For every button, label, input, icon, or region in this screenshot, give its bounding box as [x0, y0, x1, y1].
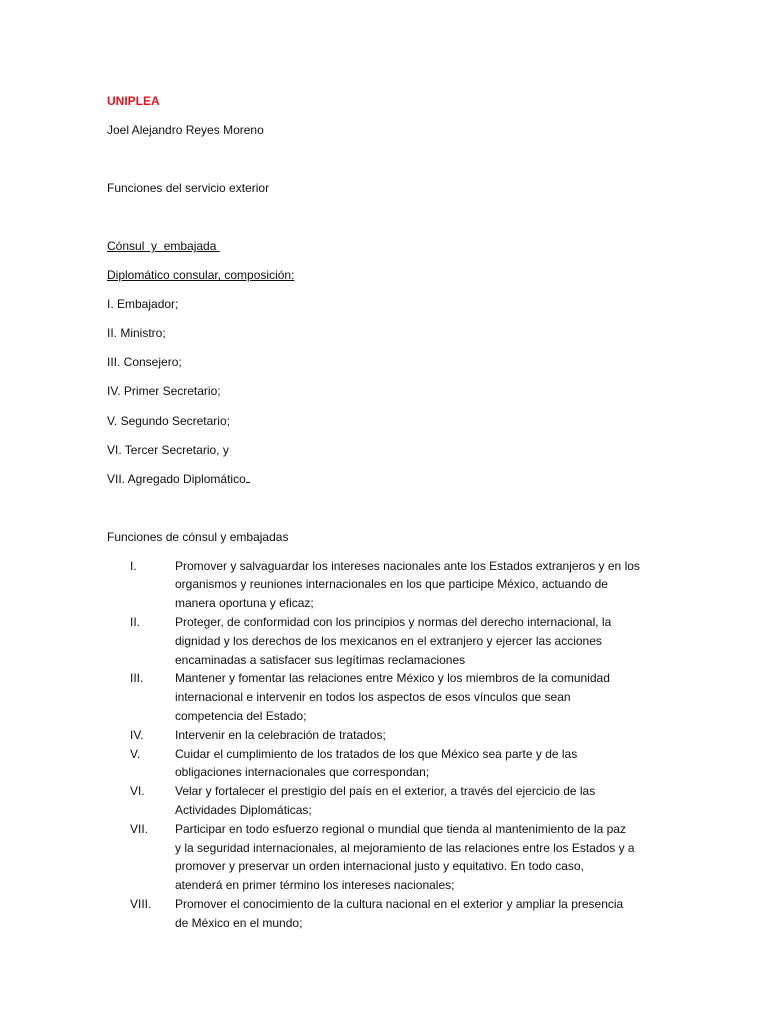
- function-line: de México en el mundo;: [175, 915, 303, 930]
- rank-item: V. Segundo Secretario;: [107, 413, 230, 428]
- blank-line: [107, 150, 667, 179]
- function-line: atenderá en primer término los intereses nacionales;: [175, 878, 455, 893]
- function-line: encaminadas a satisfacer sus legítimas reclamaciones: [175, 652, 466, 667]
- function-numeral: V.: [130, 746, 141, 761]
- document-header-section: [107, 92, 667, 558]
- subtitle-composicion: Diplomático consular, composición:: [107, 268, 295, 283]
- function-item: [0, 745, 768, 783]
- section-title: Funciones del servicio exterior: [107, 180, 270, 195]
- rank-item: VII. Agregado Diplomático: [107, 471, 246, 486]
- function-line: y la seguridad internacionales, al mejoramiento de las relaciones entre los Estados y a: [175, 840, 635, 855]
- function-line: Promover y salvaguardar los intereses nacionales ante los Estados extranjeros y en los: [175, 558, 640, 573]
- function-numeral: IV.: [130, 727, 144, 742]
- rank-item: II. Ministro;: [107, 326, 166, 341]
- function-line: Actividades Diplomáticas;: [175, 802, 312, 817]
- function-line: obligaciones internacionales que correspondan;: [175, 765, 430, 780]
- function-line: Cuidar el cumplimiento de los tratados de los que México sea parte y de las: [175, 746, 578, 761]
- function-line: organismos y reuniones internacionales en los que participe México, actuando de: [175, 577, 608, 592]
- function-line: promover y preservar un orden internacional justo y equitativo. En todo caso,: [175, 859, 584, 874]
- function-line: internacional e intervenir en todos los aspectos de esos vínculos que sean: [175, 690, 571, 705]
- functions-list: [0, 557, 768, 933]
- function-item: [0, 782, 768, 820]
- rank-item: IV. Primer Secretario;: [107, 384, 221, 399]
- function-line: Proteger, de conformidad con los principios y normas del derecho internacional, la: [175, 614, 612, 629]
- function-numeral: VI.: [130, 784, 145, 799]
- function-line: Participar en todo esfuerzo regional o mundial que tienda al mantenimiento de la paz: [175, 821, 626, 836]
- subtitle-consul-embajada: Cónsul y embajada: [107, 238, 220, 253]
- function-numeral: II.: [130, 614, 141, 629]
- blank-line: [107, 208, 667, 237]
- function-line: Velar y fortalecer el prestigio del país en el exterior, a través del ejercicio de las: [175, 784, 596, 799]
- rank-item: I. Embajador;: [107, 297, 179, 312]
- function-line: dignidad y los derechos de los mexicanos en el extranjero y ejercer las acciones: [175, 633, 602, 648]
- author-name: Joel Alejandro Reyes Moreno: [107, 122, 264, 137]
- function-line: manera oportuna y eficaz;: [175, 596, 314, 611]
- function-numeral: I.: [130, 558, 137, 573]
- function-item: [0, 895, 768, 933]
- function-item: [0, 726, 768, 745]
- rank-item: VI. Tercer Secretario, y: [107, 442, 229, 457]
- underline-mark: [246, 481, 250, 483]
- functions-title: Funciones de cónsul y embajadas: [107, 529, 289, 544]
- function-line: Intervenir en la celebración de tratados;: [175, 727, 386, 742]
- org-title: UNIPLEA: [107, 93, 160, 108]
- function-numeral: VIII.: [130, 896, 152, 911]
- blank-line: [107, 499, 667, 528]
- function-item: [0, 669, 768, 725]
- function-item: [0, 820, 768, 895]
- function-item: [0, 557, 768, 613]
- function-line: competencia del Estado;: [175, 708, 307, 723]
- rank-item: III. Consejero;: [107, 355, 182, 370]
- function-numeral: VII.: [130, 821, 149, 836]
- function-line: Mantener y fomentar las relaciones entre México y los miembros de la comunidad: [175, 671, 610, 686]
- function-line: Promover el conocimiento de la cultura nacional en el exterior y ampliar la presencia: [175, 896, 624, 911]
- function-item: [0, 613, 768, 669]
- function-numeral: III.: [130, 671, 144, 686]
